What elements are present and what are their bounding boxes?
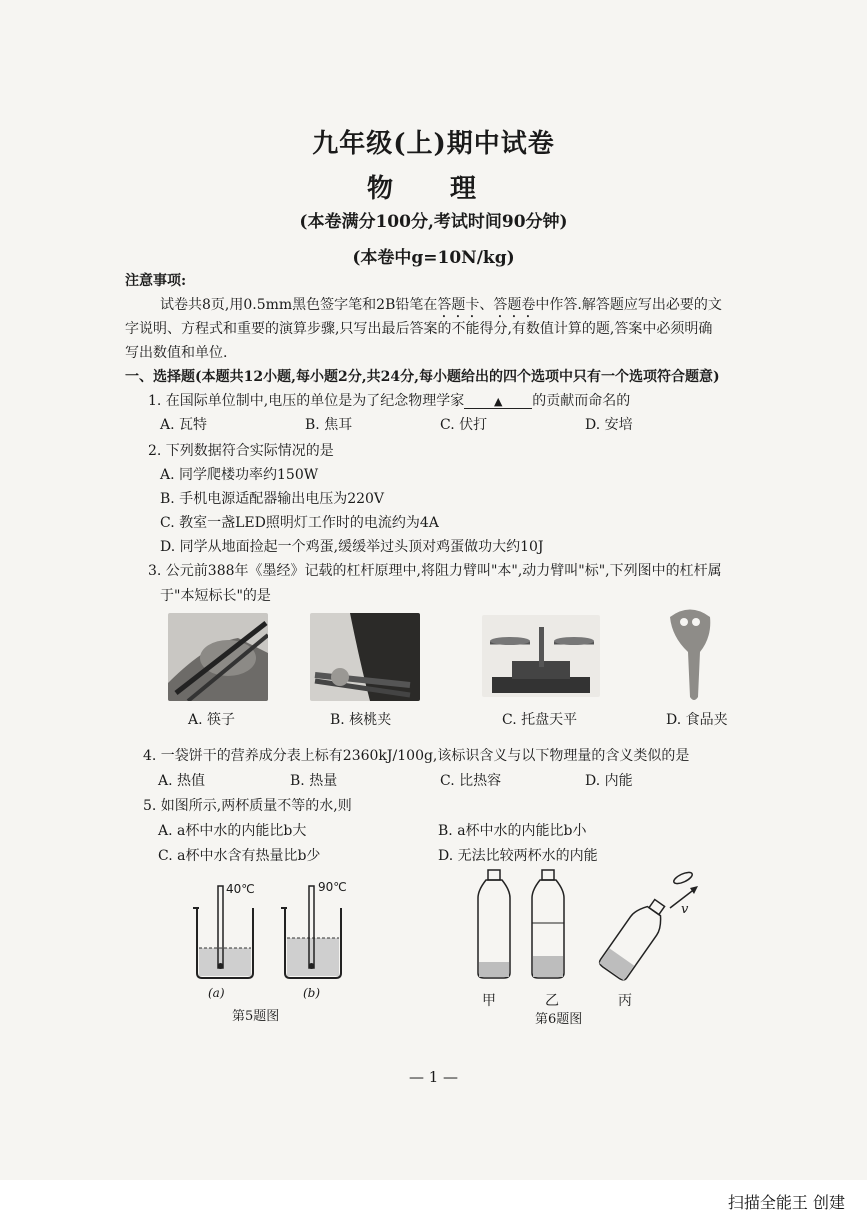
figure-6-caption: 第6题图 bbox=[535, 1012, 583, 1027]
q4-option-a: A. 热值 bbox=[158, 773, 206, 789]
gravity-note: (本卷中g=10N/kg) bbox=[352, 248, 515, 268]
section-heading: 一、选择题(本题共12小题,每小题2分,共24分,每小题给出的四个选项中只有一个选项符合题意) bbox=[125, 369, 720, 385]
q1-option-a: A. 瓦特 bbox=[160, 417, 208, 433]
q4-stem: 4. 一袋饼干的营养成分表上标有2360kJ/100g,该标识含义与以下物理量的含义类似的是 bbox=[143, 748, 690, 764]
q4-option-d: D. 内能 bbox=[585, 773, 633, 789]
beaker-b-label: (b) bbox=[303, 986, 321, 1000]
scanner-watermark: 扫描全能王 创建 bbox=[727, 1193, 845, 1212]
subject-title: 物 理 bbox=[366, 174, 501, 204]
q2-stem: 2. 下列数据符合实际情况的是 bbox=[148, 443, 334, 459]
q1-stem: 1. 在国际单位制中,电压的单位是为了纪念物理学家 ▲ 的贡献而命名的 bbox=[148, 393, 631, 409]
q4-option-c: C. 比热容 bbox=[440, 773, 502, 789]
balance-scale-photo bbox=[482, 615, 600, 697]
q3-option-b: B. 核桃夹 bbox=[330, 712, 392, 728]
q5-option-b: B. a杯中水的内能比b小 bbox=[438, 823, 587, 839]
q3-stem-line-1: 3. 公元前388年《墨经》记载的杠杆原理中,将阻力臂叫"本",动力臂叫"标",下列图中的杠杆属 bbox=[148, 563, 722, 579]
q3-option-c: C. 托盘天平 bbox=[502, 712, 578, 728]
q1-option-b: B. 焦耳 bbox=[305, 417, 353, 433]
q2-option-a: A. 同学爬楼功率约150W bbox=[160, 467, 319, 483]
q3-option-d: D. 食品夹 bbox=[666, 712, 728, 728]
beaker-a-label: (a) bbox=[208, 986, 225, 1000]
notice-line-3: 写出数值和单位. bbox=[125, 345, 228, 361]
bottle-label-jia: 甲 bbox=[482, 993, 496, 1009]
figure-6-bottles bbox=[470, 868, 700, 988]
notice-heading: 注意事项: bbox=[125, 273, 187, 289]
beaker-a-temp: 40℃ bbox=[226, 882, 255, 896]
answer-blank: ▲ bbox=[464, 395, 532, 409]
exam-title: 九年级(上)期中试卷 bbox=[312, 129, 555, 159]
q5-option-d: D. 无法比较两杯水的内能 bbox=[438, 848, 598, 864]
q2-option-b: B. 手机电源适配器输出电压为220V bbox=[160, 491, 385, 507]
q1-option-c: C. 伏打 bbox=[440, 417, 488, 433]
q4-option-b: B. 热量 bbox=[290, 773, 338, 789]
beaker-b-temp: 90℃ bbox=[318, 880, 347, 894]
nutcracker-photo bbox=[310, 613, 420, 701]
page-number: — 1 — bbox=[408, 1068, 459, 1086]
q3-option-a: A. 筷子 bbox=[188, 712, 236, 728]
food-tongs-photo bbox=[660, 607, 720, 703]
velocity-label: v bbox=[681, 902, 689, 917]
notice-line-2: 字说明、方程式和重要的演算步骤,只写出最后答案的不能得分,有数值计算的题,答案中必须明确 bbox=[125, 321, 713, 337]
bottle-label-bing: 丙 bbox=[618, 993, 632, 1009]
q2-option-c: C. 教室一盏LED照明灯工作时的电流约为4A bbox=[160, 515, 439, 531]
figure-5-caption: 第5题图 bbox=[232, 1009, 280, 1024]
bottle-label-yi: 乙 bbox=[545, 993, 559, 1009]
chopsticks-photo bbox=[168, 613, 268, 701]
q5-stem: 5. 如图所示,两杯质量不等的水,则 bbox=[143, 798, 352, 814]
q3-stem-line-2: 于"本短标长"的是 bbox=[160, 588, 271, 604]
q5-option-c: C. a杯中水含有热量比b少 bbox=[158, 848, 321, 864]
score-note: (本卷满分100分,考试时间90分钟) bbox=[299, 212, 568, 232]
q5-option-a: A. a杯中水的内能比b大 bbox=[158, 823, 307, 839]
q1-option-d: D. 安培 bbox=[585, 417, 633, 433]
q2-option-d: D. 同学从地面捡起一个鸡蛋,缓缓举过头顶对鸡蛋做功大约10J bbox=[160, 539, 544, 555]
notice-line-1: 试卷共8页,用0.5mm黑色签字笔和2B铅笔在答题卡、答题卷中作答.解答题应写出必要的文 bbox=[160, 297, 722, 313]
